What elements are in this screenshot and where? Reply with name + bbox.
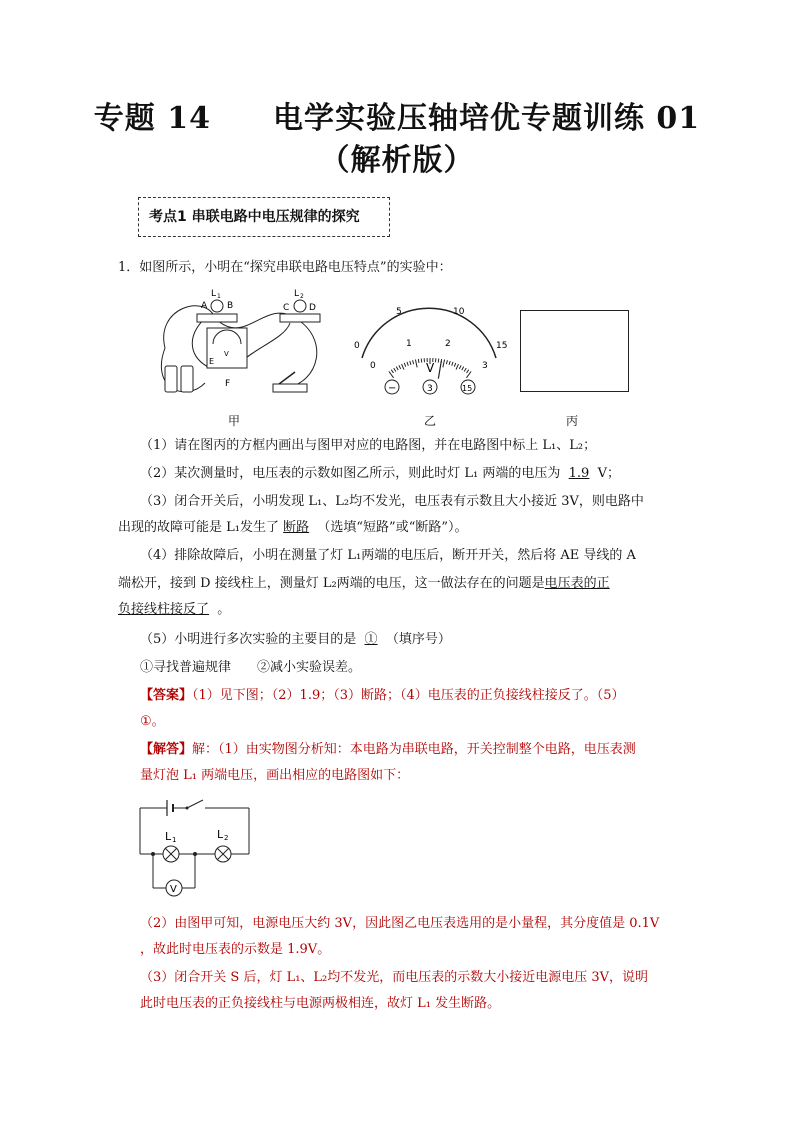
upper-tick-15: 15	[496, 341, 508, 351]
solution-line-6: 此时电压表的正负接线柱与电源两极相连，故灯 L₁ 发生断路。	[140, 996, 501, 1011]
circuit-label-l1: L	[165, 830, 172, 843]
solution-line-4: ，故此时电压表的示数是 1.9V。	[140, 942, 331, 957]
dial-tick	[443, 360, 445, 368]
answer-line-1: 【答案】（1）见下图；（2）1.9；（3）断路；（4）电压表的正负接线柱接反了。（5）	[140, 688, 625, 703]
bulb-l1-icon	[211, 300, 223, 312]
label-c: C	[283, 303, 290, 313]
dial-tick	[438, 359, 439, 363]
fig-label-jia: 甲	[228, 414, 241, 428]
answer-label: 【答案】	[140, 688, 193, 703]
dial-tick	[410, 361, 411, 365]
part-4-answer-a: 电压表的正	[544, 576, 610, 591]
switch-lever	[279, 372, 295, 384]
dial-needle	[438, 361, 441, 379]
solution-label: 【解答】	[140, 742, 193, 757]
dial-tick	[462, 367, 464, 371]
label-e: E	[209, 357, 215, 366]
dial-arc	[362, 308, 496, 358]
answer-line-2: ①。	[140, 714, 165, 729]
circuit-diagram	[135, 798, 255, 898]
dial-tick	[421, 359, 422, 363]
figure-yi-voltmeter	[350, 300, 510, 400]
label-l2: L	[294, 289, 300, 299]
label-b: B	[227, 301, 234, 311]
lower-tick-0: 0	[370, 361, 376, 371]
upper-tick-0: 0	[354, 341, 360, 351]
dial-tick	[456, 364, 458, 369]
dial-tick	[418, 359, 419, 363]
dial-tick	[396, 367, 398, 371]
part-1: （1）请在图丙的方框内画出与图甲对应的电路图，并在电路图中标上 L₁、L₂；	[140, 438, 597, 453]
circuit-label-l1-sub: 1	[172, 836, 177, 844]
bulb-l2-icon	[294, 300, 306, 312]
part-3-answer: 断路	[283, 520, 310, 535]
part-2: （2）某次测量时，电压表的示数如图乙所示，则此时灯 L₁ 两端的电压为 1.9 V；	[140, 466, 620, 481]
dial-tick	[391, 370, 393, 373]
lower-tick-2: 2	[445, 339, 451, 349]
part-4-line-2: 端松开，接到 D 接线柱上，测量灯 L₂两端的电压，这一做法存在的问题是电压表的正	[118, 576, 610, 591]
dial-tick	[413, 360, 414, 364]
question-stem: 1．如图所示，小明在“探究串联电路电压特点”的实验中：	[118, 260, 452, 275]
terminal-3: 3	[427, 384, 433, 394]
part-5: （5）小明进行多次实验的主要目的是 ① （填序号）	[140, 632, 451, 647]
fig-label-bing: 丙	[566, 414, 579, 428]
dial-tick	[404, 363, 405, 367]
dial-tick	[459, 365, 461, 369]
solution-line-5: （3）闭合开关 S 后，灯 L₁、L₂均不发光，而电压表的示数大小接近电源电压 3V，说明	[140, 970, 649, 985]
part-5-options: ①寻找普遍规律 ②减小实验误差。	[140, 660, 362, 675]
dial-tick	[446, 360, 447, 364]
dial-tick	[452, 362, 453, 366]
title-line-1: 专题 14 电学实验压轴培优专题训练 01	[93, 101, 701, 136]
part-2-answer: 1.9	[568, 466, 590, 481]
terminal-negative: −	[388, 383, 397, 394]
dial-tick	[464, 368, 466, 371]
part-5-answer: ①	[364, 632, 378, 647]
circuit-label-l2-sub: 2	[224, 834, 229, 842]
dial-tick	[402, 364, 404, 369]
title-line-2: （解析版）	[319, 143, 475, 178]
part-4-line-3: 负接线柱接反了 。	[118, 602, 231, 617]
figure-jia-apparatus	[145, 288, 335, 408]
battery-1-icon	[165, 366, 177, 392]
label-l1-sub: 1	[217, 293, 221, 300]
figure-bing-box	[520, 310, 629, 392]
lower-tick-1: 1	[406, 339, 412, 349]
switch-arm	[187, 800, 203, 808]
label-v: V	[224, 350, 229, 358]
lower-tick-3: 3	[482, 361, 488, 371]
solution-line-3: （2）由图甲可知，电源电压大约 3V，因此图乙电压表选用的是小量程，其分度值是 0.1V	[140, 916, 660, 931]
switch-base	[273, 384, 307, 392]
page-title	[60, 98, 734, 182]
upper-tick-10: 10	[453, 307, 465, 317]
part-3-line-2: 出现的故障可能是 L₁发生了 断路 （选填“短路”或“断路”）。	[118, 520, 468, 535]
dial-unit: V	[426, 361, 435, 375]
dial-tick	[467, 370, 469, 373]
label-l2-sub: 2	[300, 293, 304, 300]
part-4-answer-b: 负接线柱接反了	[118, 602, 210, 617]
label-l1: L	[211, 289, 217, 299]
solution-line-1: 【解答】解：（1）由实物图分析知：本电路为串联电路，开关控制整个电路，电压表测	[140, 742, 636, 757]
dial-tick	[415, 360, 417, 368]
topic-box: 考点1 串联电路中电压规律的探究	[138, 197, 390, 237]
part-3-line-1: （3）闭合开关后，小明发现 L₁、L₂均不发光，电压表有示数且大小接近 3V，则电路中	[140, 494, 644, 509]
dial-tick	[399, 365, 401, 369]
part-4-line-1: （4）排除故障后，小明在测量了灯 L₁两端的电压后，断开开关，然后将 AE 导线的 A	[140, 548, 636, 563]
label-f: F	[225, 379, 231, 389]
label-d: D	[309, 303, 316, 313]
lamp-holder-l1	[197, 314, 237, 322]
dial-tick	[407, 362, 408, 366]
upper-tick-5: 5	[396, 307, 402, 317]
dial-tick	[394, 368, 396, 371]
dial-tick	[454, 363, 455, 367]
lamp-holder-l2	[280, 314, 320, 322]
fig-label-yi: 乙	[424, 414, 437, 428]
battery-2-icon	[181, 366, 193, 392]
solution-line-2: 量灯泡 L₁ 两端电压，画出相应的电路图如下：	[140, 768, 410, 783]
label-a: A	[201, 301, 208, 311]
wire-3	[285, 318, 317, 388]
terminal-15: 15	[462, 384, 473, 393]
dial-tick	[449, 361, 450, 365]
circuit-label-v: V	[170, 884, 177, 895]
circuit-label-l2: L	[217, 828, 224, 841]
